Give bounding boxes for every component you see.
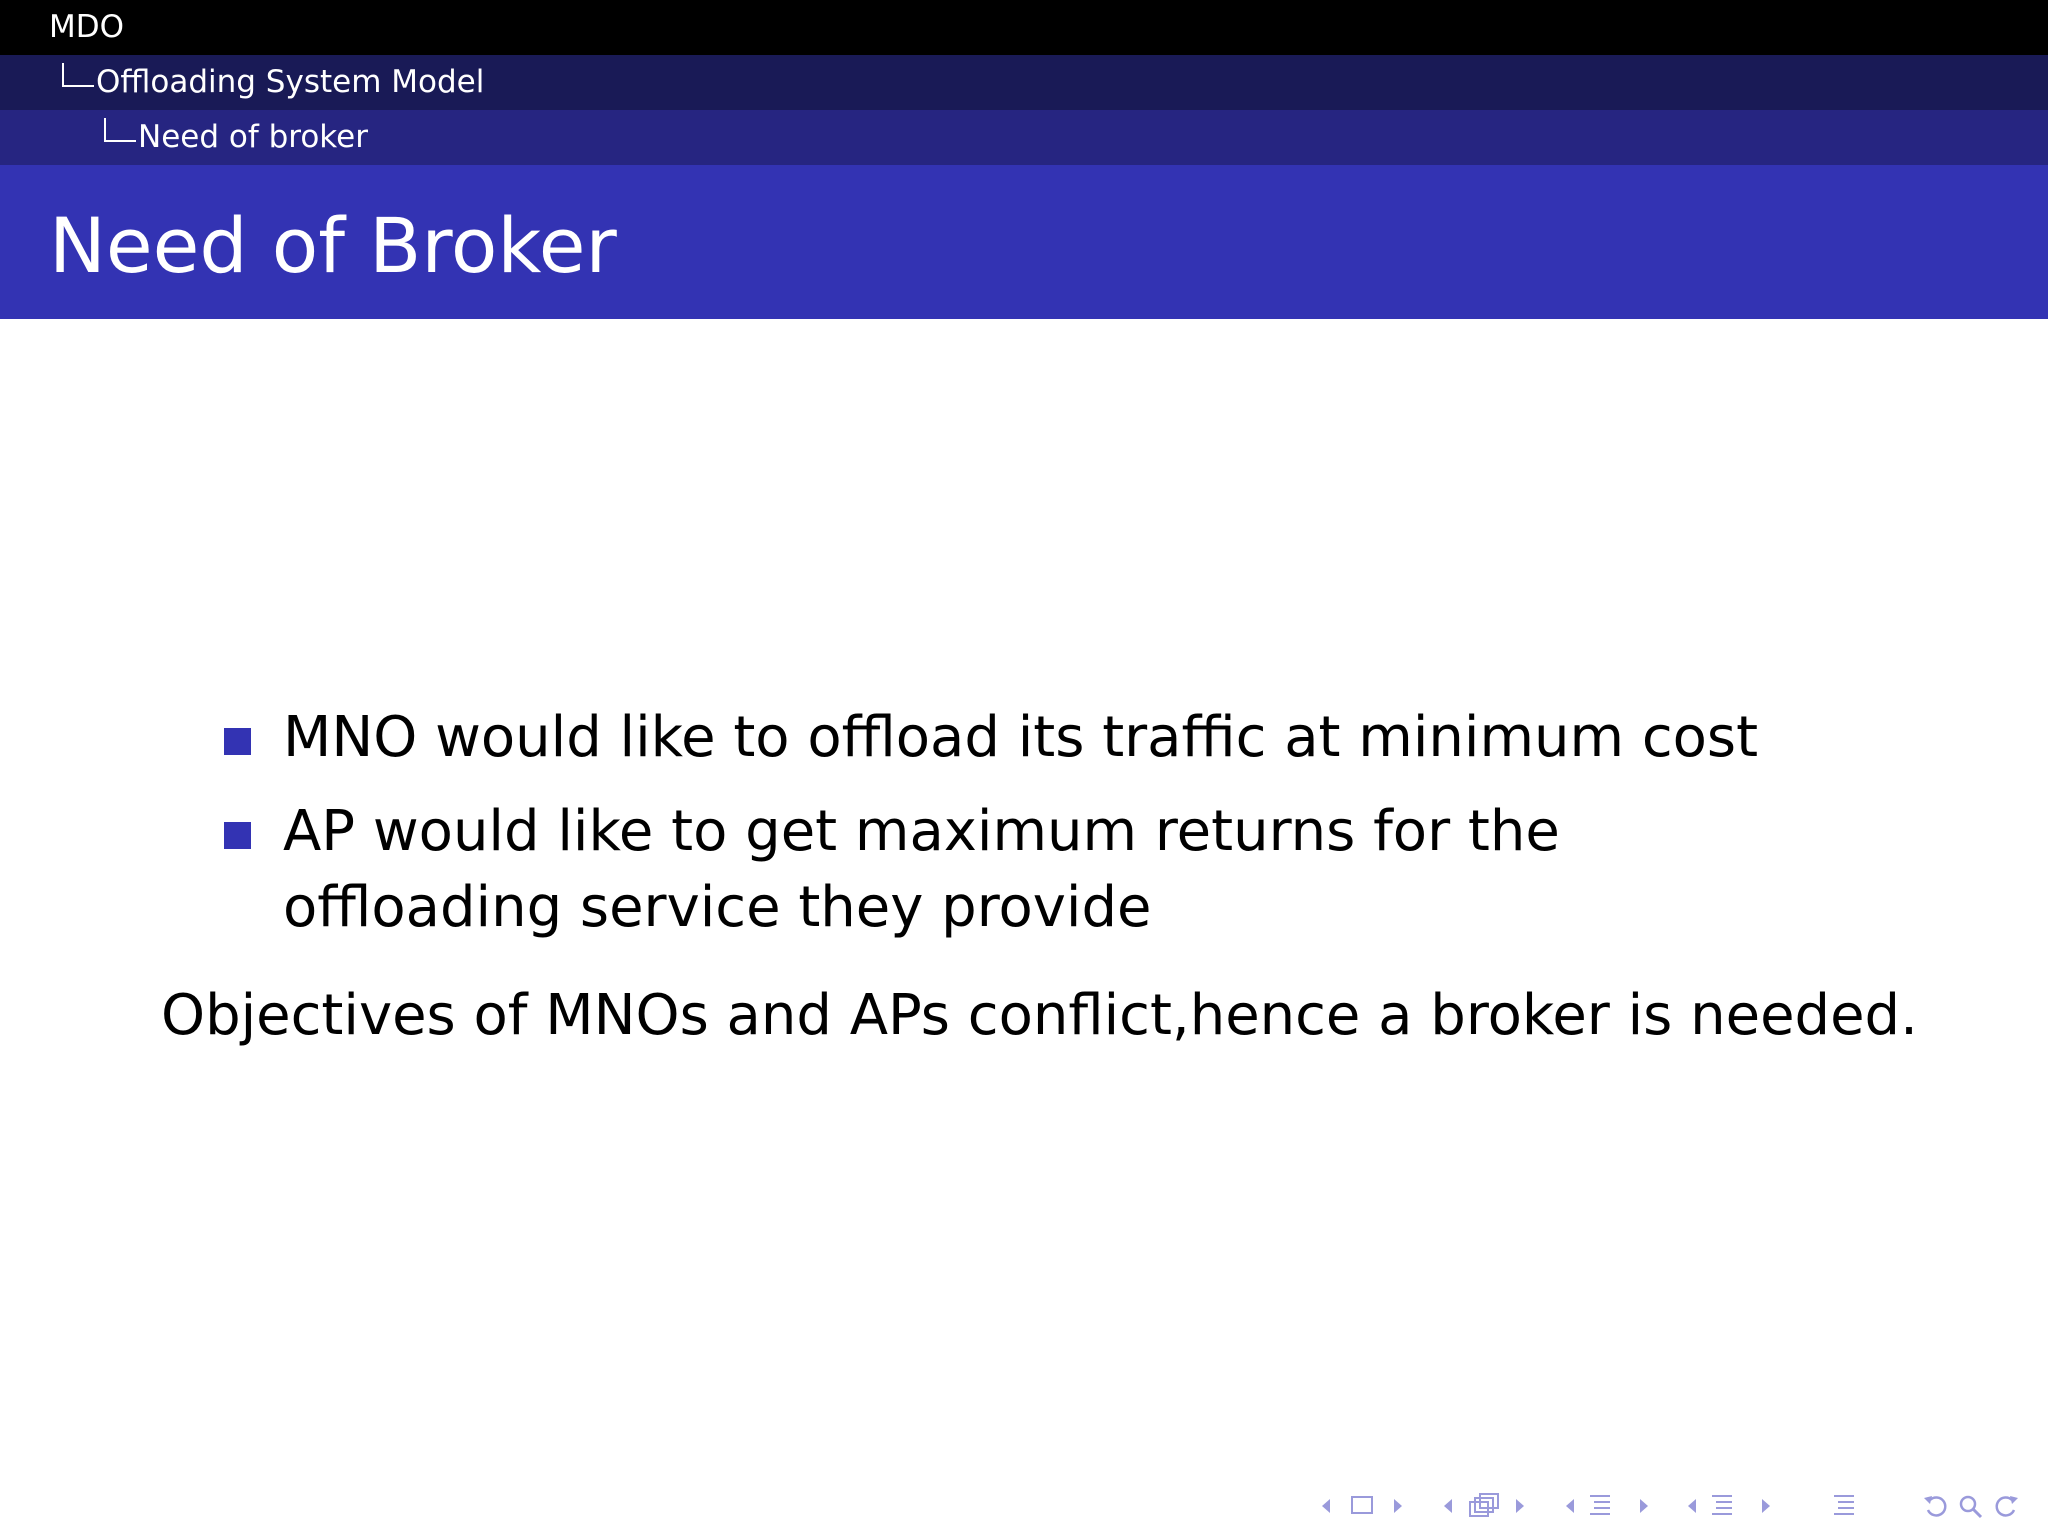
navigation-bar: [1310, 1488, 2030, 1524]
document-icon[interactable]: [1708, 1488, 1736, 1524]
forward-icon[interactable]: [1990, 1488, 2022, 1524]
tree-branch-icon: [104, 118, 136, 142]
prev-document-arrow-icon[interactable]: [1684, 1488, 1700, 1524]
slide-title: Need of Broker: [49, 201, 617, 290]
list-item: [224, 794, 1824, 946]
next-frame-arrow-icon[interactable]: [1390, 1488, 1406, 1524]
next-document-arrow-icon[interactable]: [1758, 1488, 1774, 1524]
conclusion-text: Objectives of MNOs and APs conflict,hence a broker is needed.: [161, 983, 1918, 1048]
prev-frame-arrow-icon[interactable]: [1318, 1488, 1334, 1524]
tree-branch-icon: [62, 63, 94, 87]
header-subsubsection-row: [0, 110, 2048, 165]
bullet-text: MNO would like to offload its traffic at minimum cost: [283, 705, 1759, 770]
bullet-text: AP would like to get maximum returns for the offloading service they provide: [283, 799, 1560, 940]
header-section-row: [0, 0, 2048, 55]
list-item: [224, 700, 1824, 776]
appendix-icon[interactable]: [1830, 1488, 1858, 1524]
prev-subsection-arrow-icon[interactable]: [1440, 1488, 1456, 1524]
back-icon[interactable]: [1920, 1488, 1952, 1524]
frame-icon[interactable]: [1348, 1488, 1376, 1524]
header-subsection-link[interactable]: Offloading System Model: [96, 64, 485, 100]
header-subsubsection-link[interactable]: Need of broker: [138, 119, 368, 155]
next-subsection-arrow-icon[interactable]: [1512, 1488, 1528, 1524]
bullet-list: [224, 700, 1824, 964]
header-subsection-row: [0, 55, 2048, 110]
prev-section-arrow-icon[interactable]: [1562, 1488, 1578, 1524]
next-section-arrow-icon[interactable]: [1636, 1488, 1652, 1524]
search-icon[interactable]: [1956, 1488, 1986, 1524]
section-icon[interactable]: [1586, 1488, 1614, 1524]
title-band: [0, 165, 2048, 319]
bullet-square-icon: [224, 822, 251, 849]
bullet-square-icon: [224, 728, 251, 755]
subsection-icon[interactable]: [1466, 1488, 1502, 1524]
header-section-link[interactable]: MDO: [49, 9, 125, 45]
